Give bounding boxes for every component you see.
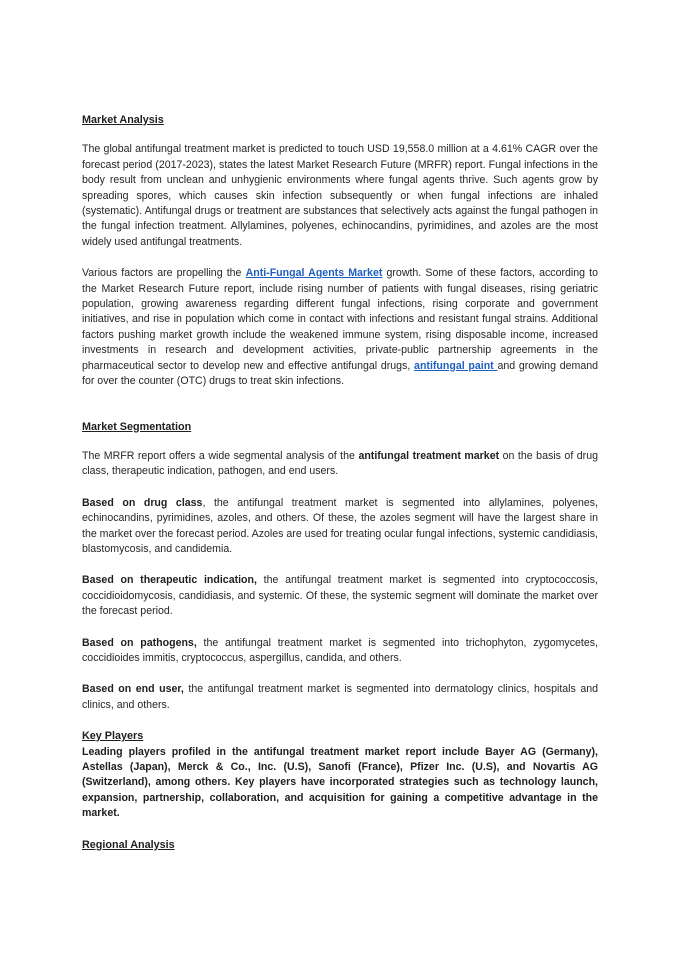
- therapeutic-label: Based on therapeutic indication,: [82, 574, 257, 587]
- pathogens-paragraph: [82, 636, 598, 667]
- segmentation-intro-text: The MRFR report offers a wide segmental analysis of the: [82, 449, 359, 462]
- pathogens-text: the antifungal treatment market is segmented into trichophyton, zygomycetes, coccidioides immitis, cryptococcus, aspergillus, candida, and others.: [82, 636, 598, 664]
- anti-fungal-agents-market-link[interactable]: Anti-Fungal Agents Market: [245, 267, 383, 280]
- paragraph-2-end: and growing demand for over the counter (OTC) drugs to treat skin infections.: [82, 359, 598, 388]
- drug-class-paragraph: [82, 496, 598, 558]
- antifungal-paint-link[interactable]: antifungal paint: [414, 359, 498, 372]
- drug-class-text: , the antifungal treatment market is segmented into allylamines, polyenes, echinocandins, pyrimidines, azoles, and others. Of these, the azoles segment will have the largest share in the market over the forecast period. Azoles are used for treating ocular fungal infections, systemic candidiasis, blastomycosis, and candidemia.: [82, 496, 598, 555]
- market-segmentation-heading: Market Segmentation: [82, 420, 192, 433]
- end-user-label: Based on end user,: [82, 683, 184, 696]
- market-analysis-paragraph-2: [82, 266, 598, 389]
- market-analysis-heading: Market Analysis: [82, 114, 164, 126]
- key-players-heading: Key Players: [82, 730, 144, 743]
- key-players-paragraph: Leading players profiled in the antifungal treatment market report include Bayer AG (Germany), Astellas (Japan), Merck & Co., Inc. (U.S), Sanofi (France), Pfizer Inc. (U.S), and Novartis AG (Switzerland), among others. Key players have incorporated strategies such as technology launch, expansion, partnership, collaboration, and acquisition for gaining a competitive advantage in the market.: [82, 745, 598, 820]
- paragraph-2-intro: Various factors are propelling the: [82, 267, 246, 280]
- segmentation-intro-end: on the basis of drug class, therapeutic indication, pathogen, and end users.: [82, 449, 598, 478]
- drug-class-label: Based on drug class: [82, 496, 203, 509]
- regional-analysis-heading: Regional Analysis: [82, 838, 175, 851]
- segmentation-intro: [82, 449, 598, 480]
- segmentation-intro-bold: antifungal treatment market: [358, 449, 500, 462]
- market-analysis-paragraph-1: The global antifungal treatment market is predicted to touch USD 19,558.0 million at a 4.61% CAGR over the forecast period (2017-2023), states the latest Market Research Future (MRFR) report. Fungal infections in the body result from unclean and unhygienic environments where fungal agents thrive. Such agents grow by spreading spores, which causes skin infection subsequently or when fungal infections are inhaled (systematic). Antifungal drugs or treatment are substances that selectively acts against the fungal pathogen in the fungal infection treatment. Allylamines, polyenes, echinocandins, pyrimidines, and azoles are the most widely used antifungal treatments.: [82, 143, 598, 248]
- pathogens-label: Based on pathogens,: [82, 636, 197, 649]
- therapeutic-indication-paragraph: [82, 573, 598, 619]
- end-user-paragraph: [82, 682, 598, 713]
- therapeutic-text: the antifungal treatment market is segmented into cryptococcosis, coccidioidomycosis, candidiasis, and systemic. Of these, the systemic segment will dominate the market over the forecast period.: [82, 574, 599, 618]
- document-body: [82, 113, 598, 853]
- paragraph-2-middle: growth. Some of these factors, according to the Market Research Future report, include rising number of patients with fungal diseases, rising geriatric population, growing awareness regarding different fungal infections, rising corporate and government initiatives, and rise in population which come in contact with infections and resistant fungal strains. Additional factors pushing market growth include the weakened immune system, rising disposable income, increased investments in research and development activities, private-public partnership agreements in the pharmaceutical sector to develop new and effective antifungal drugs,: [82, 267, 598, 372]
- end-user-text: the antifungal treatment market is segmented into dermatology clinics, hospitals and clinics, and others.: [82, 683, 599, 711]
